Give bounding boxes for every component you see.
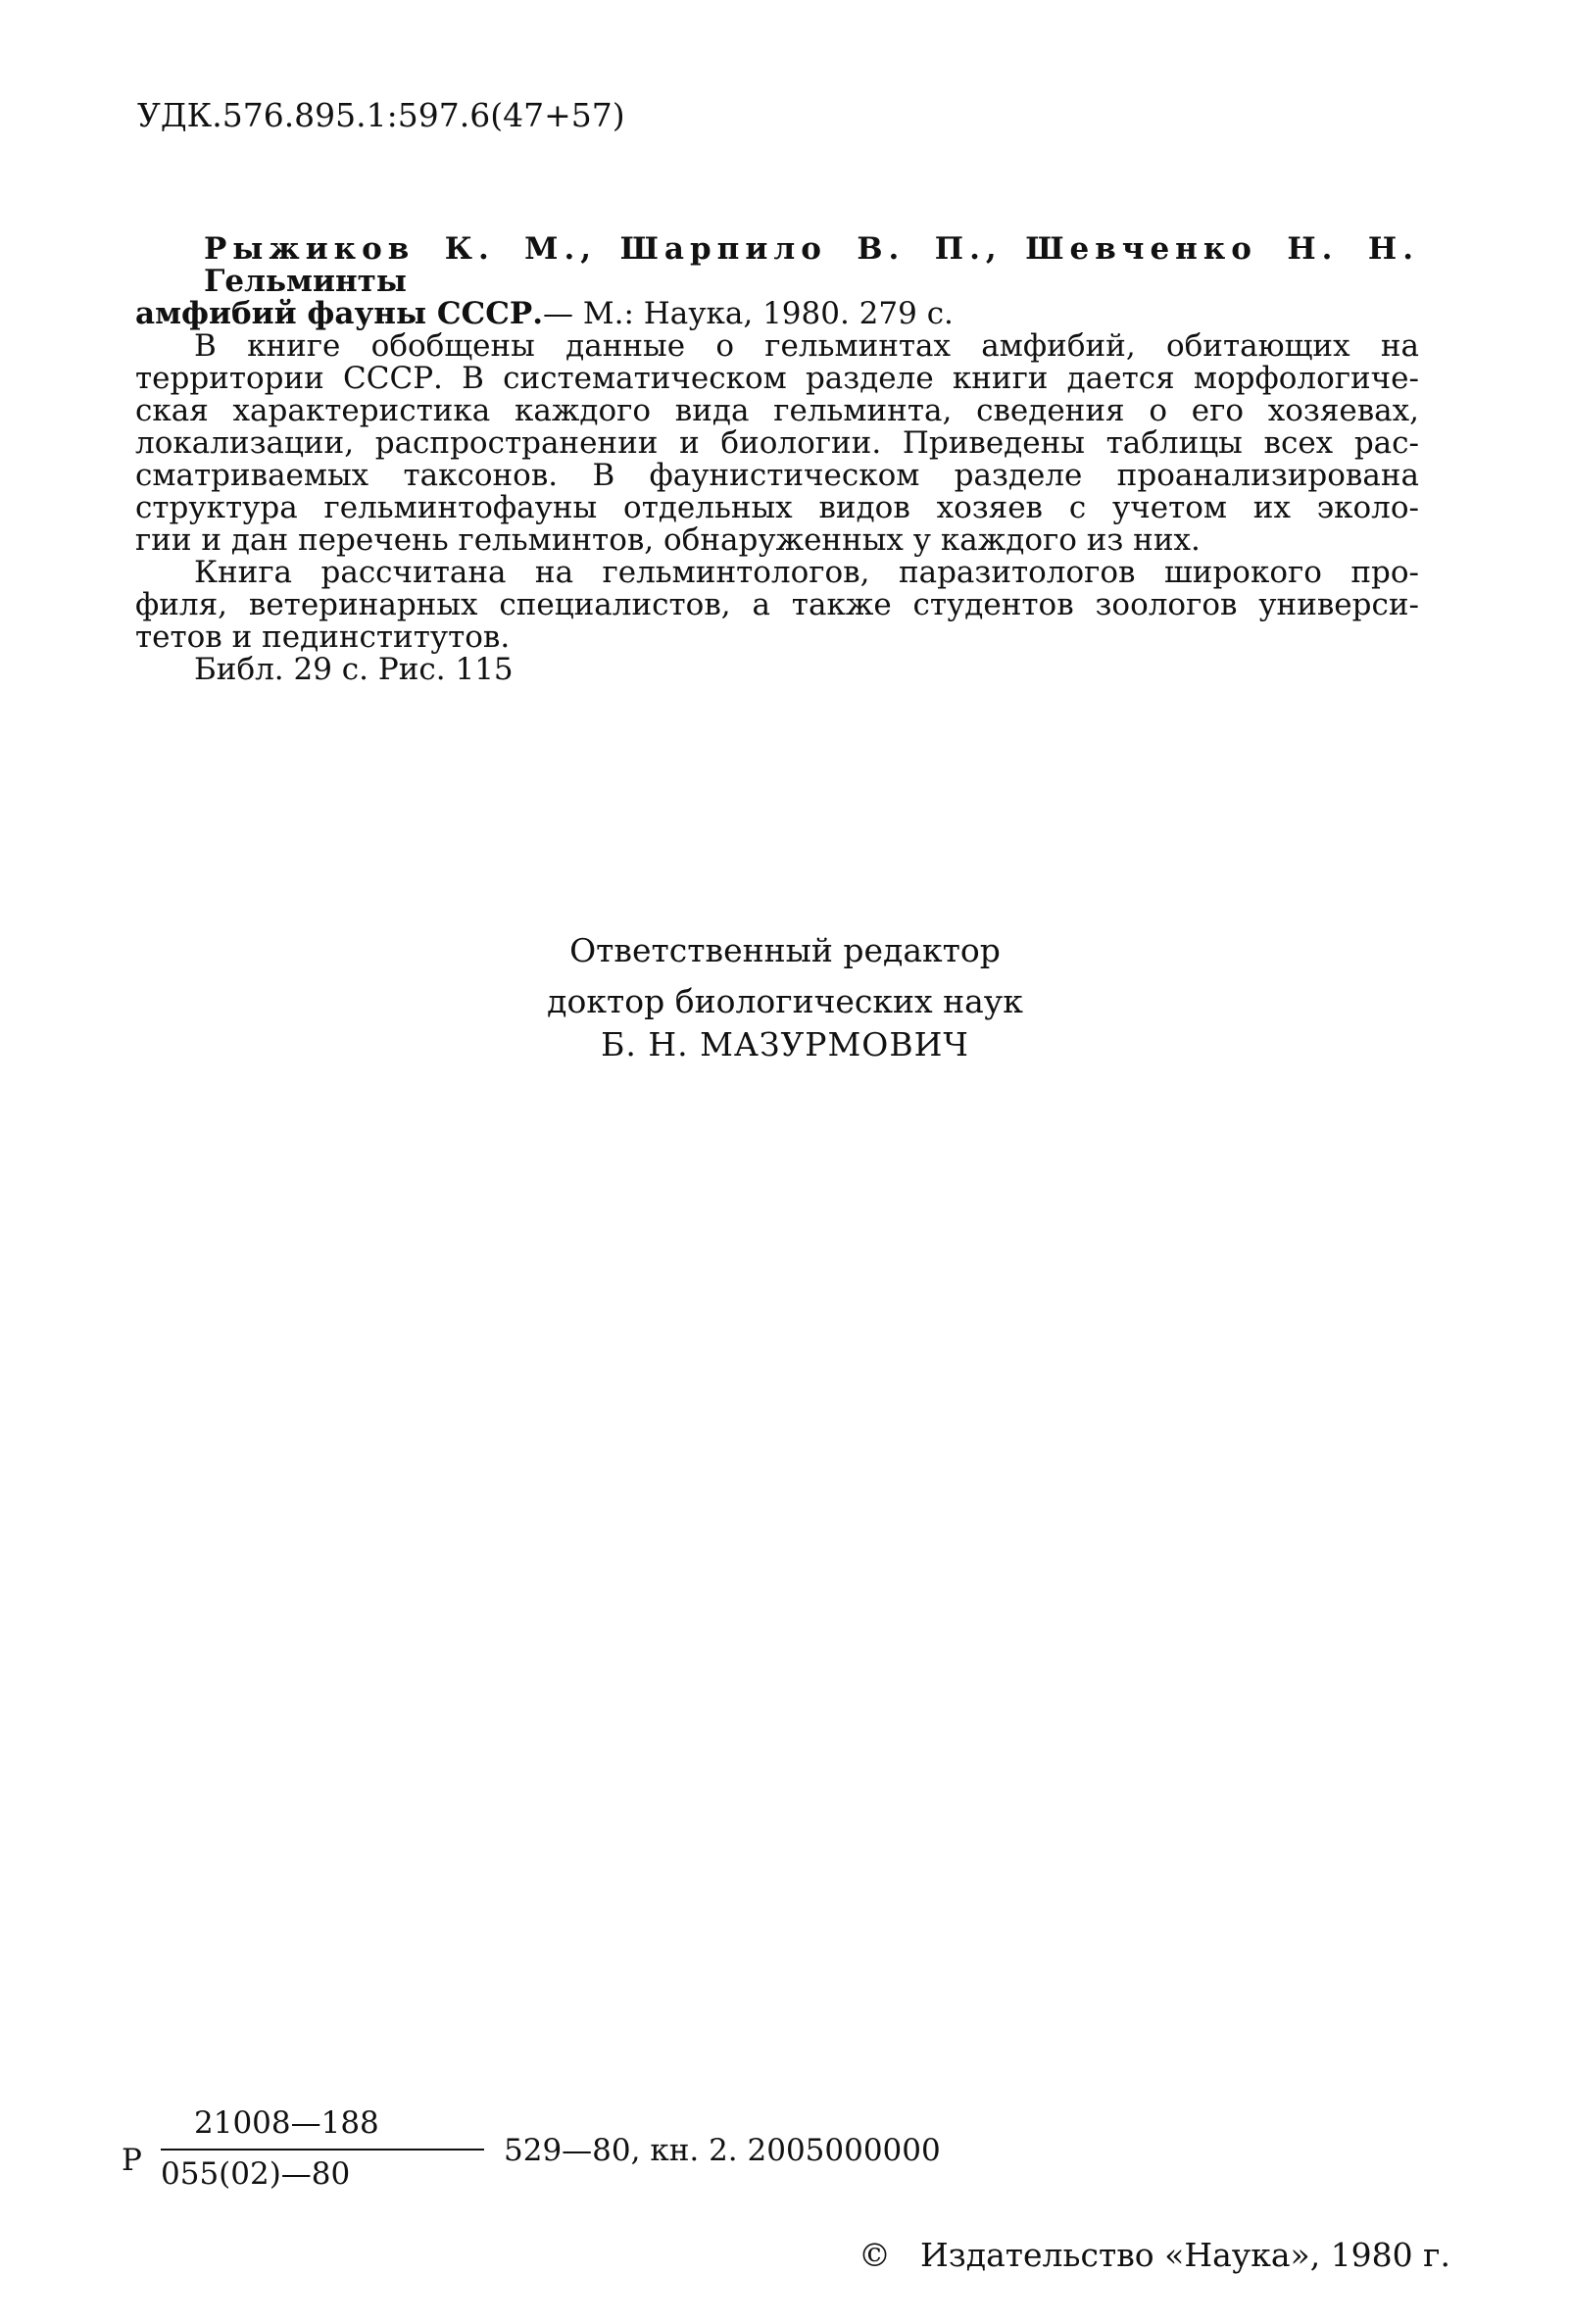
- index-prefix: Р: [122, 2143, 142, 2178]
- abstract-block: [135, 231, 1419, 687]
- udk-code: УДК.576.895.1:597.6(47+57): [137, 96, 625, 134]
- fraction-bar: [161, 2149, 484, 2151]
- copyright-line: [859, 2236, 1450, 2274]
- citation-line-2: [135, 298, 1419, 330]
- imprint: — М.: Наука, 1980. 279 с.: [543, 296, 954, 331]
- abstract-line: структура гельминтофауны отдельных видов хозяев с учетом их эколо-: [135, 490, 1419, 525]
- author-1: Рыжиков К. М.,: [204, 231, 598, 267]
- bibliography-line: Библ. 29 с. Рис. 115: [194, 652, 514, 687]
- copyright-icon: ©: [859, 2236, 891, 2274]
- copyright-text: Издательство «Наука», 1980 г.: [920, 2236, 1450, 2274]
- index-denominator: 055(02)—80: [161, 2156, 351, 2192]
- abstract-line: тетов и пединститутов.: [135, 619, 511, 655]
- abstract-line: сматриваемых таксонов. В фаунистическом разделе проанализирована: [135, 458, 1419, 493]
- citation-line-1: [204, 233, 1419, 298]
- abstract-line: территории СССР. В систематическом разделе книги дается морфологиче-: [135, 361, 1419, 396]
- editor-role: Ответственный редактор: [569, 931, 1001, 969]
- index-rest: 529—80, кн. 2. 2005000000: [504, 2133, 941, 2168]
- author-3: Шевченко Н. Н.: [1025, 231, 1419, 267]
- abstract-line: филя, ветеринарных специалистов, а также студентов зоологов универси-: [135, 587, 1419, 622]
- author-2: Шарпило В. П.,: [619, 231, 1003, 267]
- abstract-line: Книга рассчитана на гельминтологов, паразитологов широкого про-: [194, 555, 1419, 590]
- book-title-part2: амфибий фауны СССР.: [135, 296, 543, 331]
- abstract-line: гии и дан перечень гельминтов, обнаруженных у каждого из них.: [135, 522, 1201, 558]
- book-title-part1: Гельминты: [204, 264, 407, 299]
- index-numerator: 21008—188: [194, 2105, 379, 2141]
- editor-block: [0, 925, 1570, 1070]
- editor-degree: доктор биологических наук: [547, 982, 1023, 1020]
- abstract-line: В книге обобщены данные о гельминтах амфибий, обитающих на: [194, 328, 1419, 364]
- abstract-line: локализации, распространении и биологии. Приведены таблицы всех рас-: [135, 425, 1419, 461]
- editor-name: Б. Н. МАЗУРМОВИЧ: [601, 1025, 969, 1063]
- abstract-line: ская характеристика каждого вида гельминта, сведения о его хозяевах,: [135, 393, 1419, 428]
